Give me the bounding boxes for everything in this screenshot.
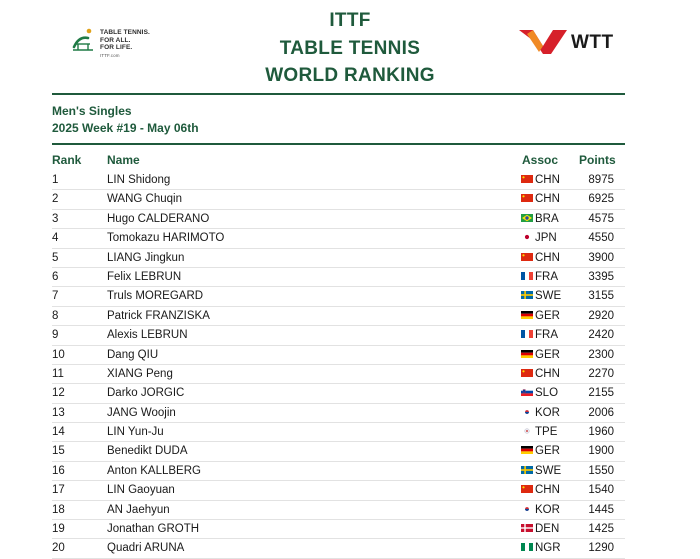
assoc-cell [521, 484, 577, 496]
header-divider [52, 93, 625, 95]
flag-swe-icon [521, 291, 533, 299]
assoc-code: SWE [535, 290, 562, 303]
assoc-code: DEN [535, 523, 560, 536]
table-row [52, 229, 625, 248]
player-name-cell: LIN Gaoyuan [107, 484, 175, 497]
flag-slo-icon [521, 388, 533, 396]
points-cell: 2155 [588, 387, 614, 400]
points-cell: 2920 [588, 309, 614, 322]
flag-chn-icon [521, 485, 533, 493]
rank-cell: 18 [52, 503, 65, 516]
assoc-code: KOR [535, 503, 560, 516]
assoc-code: FRA [535, 270, 558, 283]
flag-fra-icon [521, 330, 533, 338]
table-row [52, 520, 625, 539]
flag-chn-icon [521, 175, 533, 183]
rank-cell: 11 [52, 367, 64, 380]
rank-cell: 15 [52, 445, 65, 458]
flag-jpn-icon [521, 233, 533, 241]
player-name-cell: Dang QIU [107, 348, 159, 361]
flag-chn-icon [521, 194, 533, 202]
points-cell: 1960 [588, 426, 614, 439]
ittf-logo-tagline: TABLE TENNIS. FOR ALL. FOR LIFE. ITTF.com [100, 29, 150, 58]
rank-cell: 13 [52, 406, 65, 419]
points-cell: 1540 [588, 484, 614, 497]
assoc-cell [521, 542, 577, 554]
table-row [52, 539, 625, 558]
assoc-code: JPN [535, 232, 557, 245]
assoc-cell [521, 426, 577, 438]
wtt-logo-text: WTT [571, 32, 614, 53]
assoc-code: GER [535, 445, 560, 458]
assoc-code: TPE [535, 426, 558, 439]
player-name-cell: Jonathan GROTH [107, 523, 200, 536]
assoc-code: BRA [535, 212, 559, 225]
flag-kor-icon [521, 505, 533, 513]
flag-ger-icon [521, 311, 533, 319]
points-cell: 6925 [588, 193, 614, 206]
rank-cell: 20 [52, 542, 65, 555]
flag-bra-icon [521, 214, 533, 222]
table-row [52, 287, 625, 306]
assoc-code: KOR [535, 406, 560, 419]
assoc-cell [521, 504, 577, 516]
table-row [52, 442, 625, 461]
rank-cell: 17 [52, 484, 65, 497]
player-name-cell: Hugo CALDERANO [107, 212, 210, 225]
table-row [52, 190, 625, 209]
assoc-cell [521, 523, 577, 535]
flag-fra-icon [521, 272, 533, 280]
rank-cell: 9 [52, 329, 59, 342]
player-name-cell: Patrick FRANZISKA [107, 309, 210, 322]
wtt-logo-icon [519, 28, 569, 56]
assoc-code: NGR [535, 542, 561, 555]
flag-tpe-icon [521, 427, 533, 435]
ittf-logo [70, 27, 170, 57]
points-cell: 1290 [588, 542, 614, 555]
assoc-code: CHN [535, 174, 560, 186]
assoc-cell [521, 407, 577, 419]
points-cell: 3395 [588, 270, 614, 283]
table-row [52, 268, 625, 287]
assoc-cell [521, 465, 577, 477]
assoc-cell [521, 310, 577, 322]
assoc-code: CHN [535, 484, 560, 497]
player-name-cell: XIANG Peng [107, 367, 173, 380]
table-row [52, 307, 625, 326]
assoc-code: SLO [535, 387, 559, 400]
player-name-cell: LIN Yun-Ju [107, 426, 164, 439]
flag-chn-icon [521, 369, 533, 377]
points-cell: 1900 [588, 445, 614, 458]
points-cell: 2006 [588, 406, 614, 419]
assoc-code: CHN [535, 251, 560, 264]
assoc-cell [521, 290, 577, 302]
player-name-cell: Anton KALLBERG [107, 464, 201, 477]
rank-cell: 12 [52, 387, 65, 400]
table-row [52, 462, 625, 481]
player-name-cell: AN Jaehyun [107, 503, 170, 516]
col-assoc-header: Assoc [522, 153, 559, 167]
rank-cell: 10 [52, 348, 65, 361]
assoc-cell [521, 252, 577, 264]
rank-cell: 16 [52, 464, 65, 477]
table-row [52, 423, 625, 442]
assoc-cell [521, 329, 577, 341]
flag-den-icon [521, 524, 533, 532]
rank-cell: 7 [52, 290, 59, 303]
col-points-header: Points [579, 153, 616, 167]
assoc-cell [521, 387, 577, 399]
rank-cell: 14 [52, 426, 65, 439]
rank-cell: 1 [52, 174, 59, 186]
title-line-1: ITTF [329, 10, 371, 31]
rank-cell: 4 [52, 232, 59, 245]
ittf-logo-icon [70, 27, 96, 53]
table-row [52, 346, 625, 365]
rank-cell: 3 [52, 212, 59, 225]
points-cell: 4550 [588, 232, 614, 245]
col-name-header: Name [107, 153, 140, 167]
points-cell: 2420 [588, 329, 614, 342]
flag-kor-icon [521, 408, 533, 416]
title-line-2: TABLE TENNIS [279, 37, 421, 59]
rank-cell: 8 [52, 309, 59, 322]
flag-swe-icon [521, 466, 533, 474]
wtt-logo [519, 28, 629, 56]
subheader-divider [52, 143, 625, 145]
player-name-cell: Felix LEBRUN [107, 270, 182, 283]
assoc-code: GER [535, 309, 560, 322]
player-name-cell: LIN Shidong [107, 174, 171, 186]
points-cell: 1445 [588, 503, 614, 516]
page-title [200, 7, 500, 90]
assoc-cell [521, 368, 577, 380]
flag-ngr-icon [521, 543, 533, 551]
player-name-cell: WANG Chuqin [107, 193, 182, 206]
player-name-cell: JANG Woojin [107, 406, 176, 419]
points-cell: 3900 [588, 251, 614, 264]
points-cell: 1550 [588, 464, 614, 477]
player-name-cell: Alexis LEBRUN [107, 329, 188, 342]
flag-chn-icon [521, 253, 533, 261]
points-cell: 2270 [588, 367, 614, 380]
points-cell: 4575 [588, 212, 614, 225]
player-name-cell: Quadri ARUNA [107, 542, 185, 555]
col-rank-header: Rank [52, 153, 82, 167]
assoc-code: SWE [535, 464, 562, 477]
assoc-cell [521, 174, 577, 186]
player-name-cell: Tomokazu HARIMOTO [107, 232, 225, 245]
category-title: Men's Singles [52, 104, 132, 118]
assoc-cell [521, 193, 577, 205]
table-row [52, 326, 625, 345]
player-name-cell: Truls MOREGARD [107, 290, 204, 303]
rank-cell: 2 [52, 193, 59, 206]
points-cell: 1425 [588, 523, 614, 536]
table-row [52, 210, 625, 229]
table-row [52, 171, 625, 190]
table-row [52, 384, 625, 403]
player-name-cell: LIANG Jingkun [107, 251, 185, 264]
table-row [52, 501, 625, 520]
player-name-cell: Benedikt DUDA [107, 445, 188, 458]
title-line-3: WORLD RANKING [265, 65, 435, 86]
player-name-cell: Darko JORGIC [107, 387, 185, 400]
rank-cell: 6 [52, 270, 59, 283]
points-cell: 8975 [588, 174, 614, 186]
rank-cell: 19 [52, 523, 65, 536]
assoc-cell [521, 232, 577, 244]
table-header [52, 153, 625, 169]
assoc-code: CHN [535, 367, 560, 380]
points-cell: 3155 [588, 290, 614, 303]
flag-ger-icon [521, 350, 533, 358]
assoc-cell [521, 445, 577, 457]
assoc-cell [521, 213, 577, 225]
flag-ger-icon [521, 446, 533, 454]
assoc-code: CHN [535, 193, 560, 206]
ranking-table [52, 171, 625, 559]
week-label: 2025 Week #19 - May 06th [52, 121, 199, 135]
rank-cell: 5 [52, 251, 59, 264]
table-row [52, 249, 625, 268]
table-row [52, 481, 625, 500]
assoc-cell [521, 271, 577, 283]
points-cell: 2300 [588, 348, 614, 361]
assoc-code: FRA [535, 329, 558, 342]
table-row [52, 365, 625, 384]
assoc-cell [521, 349, 577, 361]
table-row [52, 404, 625, 423]
assoc-code: GER [535, 348, 560, 361]
